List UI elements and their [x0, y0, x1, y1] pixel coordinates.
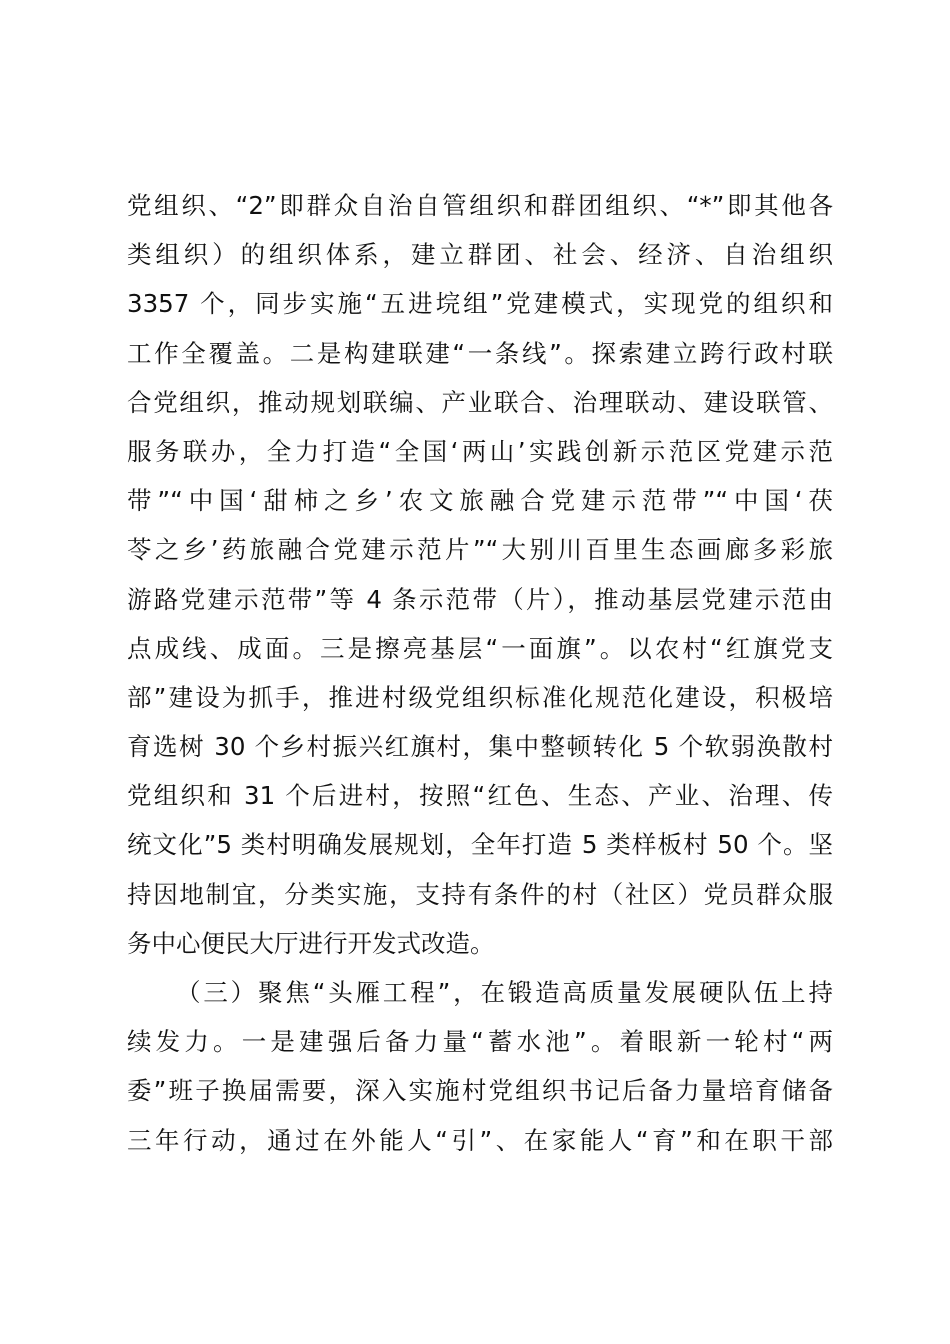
text-line: 工作全覆盖。二是构建联建“一条线”。探索建立跨行政村联 — [127, 338, 833, 368]
text-line: 服务联办，全力打造“全国‘两山’实践创新示范区党建示范 — [127, 436, 833, 466]
paragraph-end-line: 务中心便民大厅进行开发式改造。 — [127, 928, 495, 958]
document-body — [127, 181, 833, 1165]
text-line: 党组织和 31 个后进村，按照“红色、生态、产业、治理、传 — [127, 781, 833, 811]
text-line: 部”建设为抓手，推进村级党组织标准化规范化建设，积极培 — [127, 682, 833, 712]
text-line: 带”“中国‘甜柿之乡’农文旅融合党建示范带”“中国‘茯 — [127, 486, 833, 516]
text-line: 三年行动，通过在外能人“引”、在家能人“育”和在职干部 — [127, 1125, 833, 1155]
text-line: 持因地制宜，分类实施，支持有条件的村（社区）党员群众服 — [127, 879, 833, 909]
text-line: 3357 个，同步实施“五进垸组”党建模式，实现党的组织和 — [127, 289, 833, 319]
text-line: 党组织、“2”即群众自治自管组织和群团组织、“*”即其他各 — [127, 191, 833, 220]
text-line: 育选树 30 个乡村振兴红旗村，集中整顿转化 5 个软弱涣散村 — [127, 732, 833, 762]
text-line: 苓之乡’药旅融合党建示范片”“大别川百里生态画廊多彩旅 — [127, 535, 833, 565]
text-line: 委”班子换届需要，深入实施村党组织书记后备力量培育储备 — [127, 1076, 833, 1106]
text-line: 统文化”5 类村明确发展规划，全年打造 5 类样板村 50 个。坚 — [127, 830, 833, 860]
section-heading-line: （三）聚焦“头雁工程”，在锻造高质量发展硬队伍上持 — [176, 978, 833, 1007]
text-line: 合党组织，推动规划联编、产业联合、治理联动、建设联管、 — [127, 387, 833, 417]
text-line: 游路党建示范带”等 4 条示范带（片），推动基层党建示范由 — [127, 584, 833, 614]
text-line: 续发力。一是建强后备力量“蓄水池”。着眼新一轮村“两 — [127, 1027, 833, 1057]
text-line: 点成线、成面。三是擦亮基层“一面旗”。以农村“红旗党支 — [127, 633, 833, 663]
text-line: 类组织）的组织体系，建立群团、社会、经济、自治组织 — [127, 240, 833, 270]
